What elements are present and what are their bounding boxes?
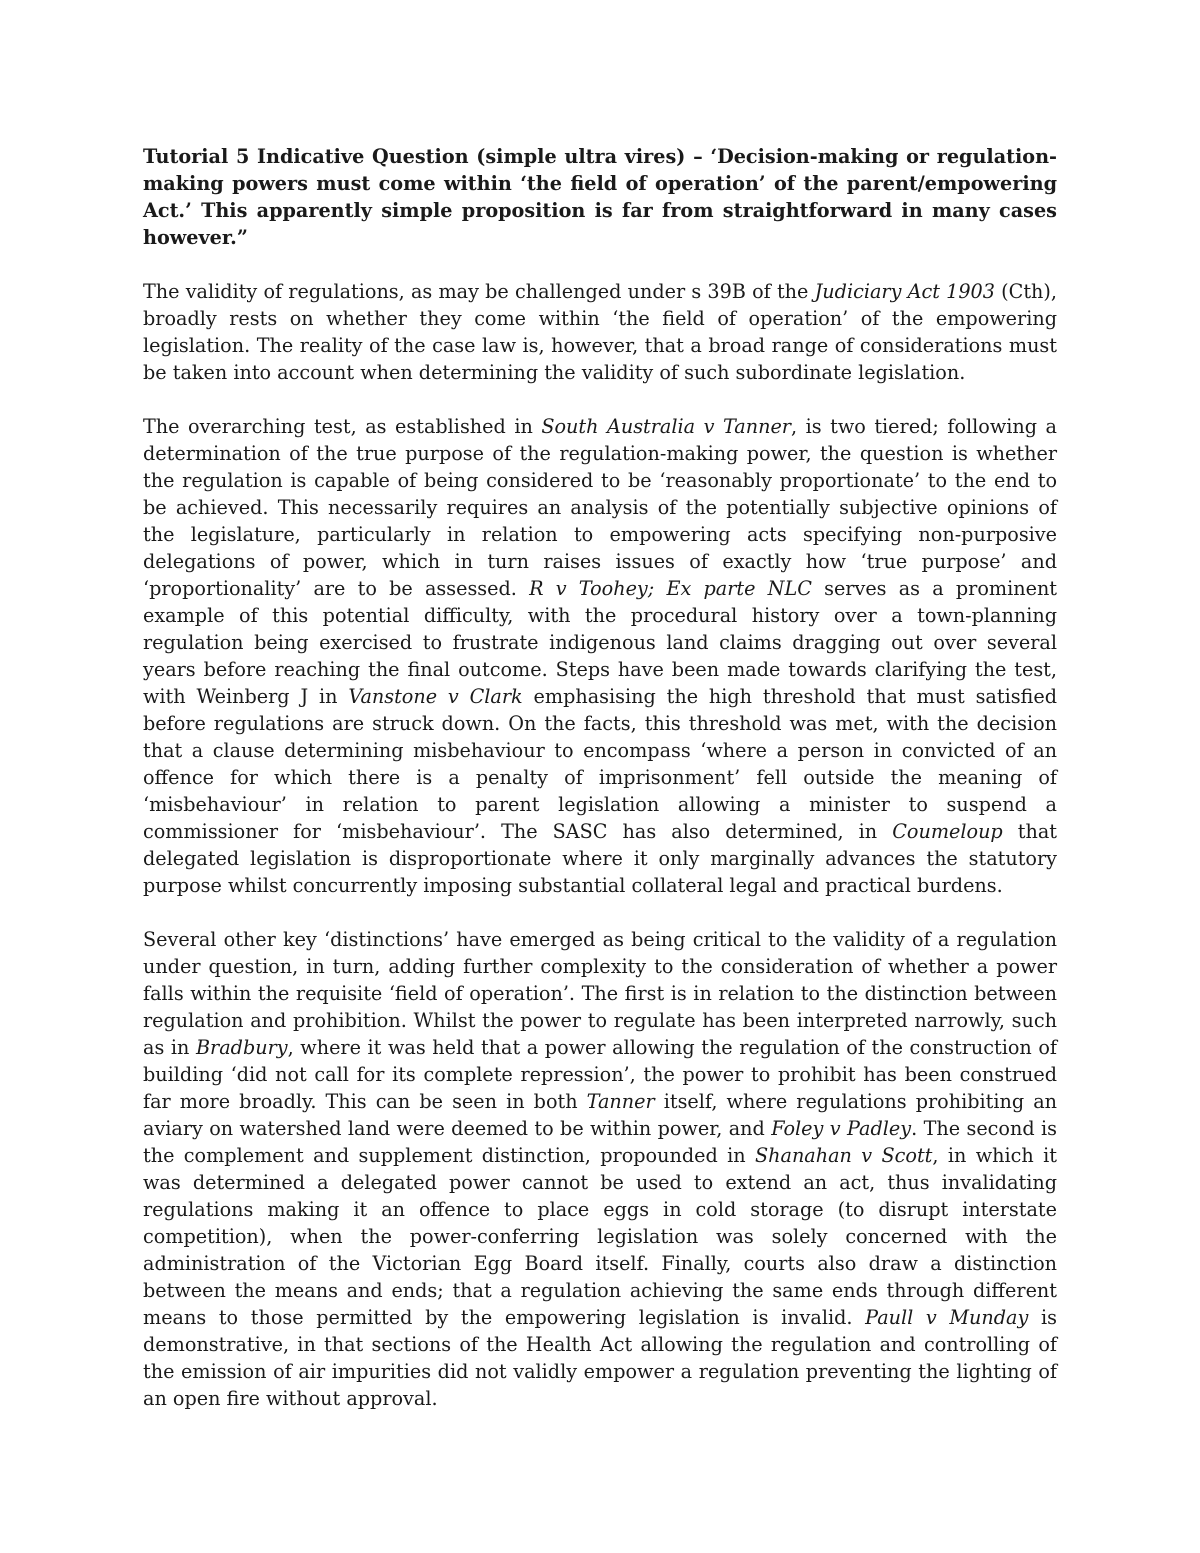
p1-text-1: The validity of regulations, as may be challenged under s 39B of the [143, 280, 815, 303]
p3-text-5: , in which it was determined a delegated power cannot be used to extend an act, thus invalidating regulations making it an offence to place eggs in cold storage (to disrupt interstate competition), when the power-conferring legislation was solely concerned with the administration of the Victorian Egg Board itself. Finally, courts also draw a distinction between the means and ends; that a regulation achieving the same ends through different means to those permitted by the empowering legislation is invalid. [143, 1144, 1057, 1329]
p3-case-bradbury: Bradbury [195, 1036, 288, 1059]
p2-case-toohey: R v Toohey; Ex parte NLC [529, 577, 812, 600]
p3-text-4: . The second is the complement and supplement distinction, propounded in [143, 1117, 1057, 1167]
document-body [143, 143, 1057, 1439]
p2-text-2: , is two tiered; following a determination of the true purpose of the regulation-making power, the question is whether the regulation is capable of being considered to be ‘reasonably proportionate’ to the end to be achieved. This necessarily requires an analysis of the potentially subjective opinions of the legislature, particularly in relation to empowering acts specifying non-purposive delegations of power, which in turn raises issues of exactly how ‘true purpose’ and ‘proportionality’ are to be assessed. [143, 415, 1057, 600]
p3-text-2: , where it was held that a power allowing the regulation of the construction of building ‘did not call for its complete repression’, the power to prohibit has been construed far more broadly. This can be seen in both [143, 1036, 1057, 1113]
p2-text-5: that delegated legislation is disproportionate where it only marginally advances the statutory purpose whilst concurrently imposing substantial collateral legal and practical burdens. [143, 820, 1057, 897]
p3-text-3: itself, where regulations prohibiting an aviary on watershed land were deemed to be within power, and [143, 1090, 1058, 1140]
p2-text-4: emphasising the high threshold that must satisfied before regulations are struck down. On the facts, this threshold was met, with the decision that a clause determining misbehaviour to encompass ‘where a person in convicted of an offence for which there is a penalty of imprisonment’ fell outside the meaning of ‘misbehaviour’ in relation to parent legislation allowing a minister to suspend a commissioner for ‘misbehaviour’. The SASC has also determined, in [143, 685, 1057, 843]
heading-text: Tutorial 5 Indicative Question (simple ultra vires) – ‘Decision-making or regulation-making powers must come within ‘the field of operation’ of the parent/empowering Act.’ This apparently simple proposition is far from straightforward in many cases however.” [143, 145, 1057, 249]
p3-text-6: is demonstrative, in that sections of the Health Act allowing the regulation and controlling of the emission of air impurities did not validly empower a regulation preventing the lighting of an open fire without approval. [143, 1306, 1057, 1410]
p2-text-1: The overarching test, as established in [143, 415, 542, 438]
paragraph-1 [143, 278, 1057, 386]
p2-case-vanstone: Vanstone v Clark [348, 685, 523, 708]
p2-text-3: serves as a prominent example of this potential difficulty, with the procedural history over a town-planning regulation being exercised to frustrate indigenous land claims dragging out over several years before reaching the final outcome. Steps have been made towards clarifying the test, with Weinberg J in [143, 577, 1058, 708]
p3-case-tanner: Tanner [586, 1090, 655, 1113]
document-heading [143, 143, 1057, 251]
paragraph-2 [143, 413, 1057, 899]
p2-case-coumeloup: Coumeloup [892, 820, 1003, 843]
p3-case-paull: Paull v Munday [865, 1306, 1029, 1329]
p3-case-shanahan: Shanahan v Scott [755, 1144, 933, 1167]
p2-case-tanner: South Australia v Tanner [541, 415, 791, 438]
p1-case-judiciary-act: Judiciary Act 1903 [814, 280, 995, 303]
p1-text-2: (Cth), broadly rests on whether they come within ‘the field of operation’ of the empowering legislation. The reality of the case law is, however, that a broad range of considerations must be taken into account when determining the validity of such subordinate legislation. [143, 280, 1057, 384]
paragraph-3 [143, 926, 1057, 1412]
p3-text-1: Several other key ‘distinctions’ have emerged as being critical to the validity of a regulation under question, in turn, adding further complexity to the consideration of whether a power falls within the requisite ‘field of operation’. The first is in relation to the distinction between regulation and prohibition. Whilst the power to regulate has been interpreted narrowly, such as in [143, 928, 1057, 1059]
p3-case-foley: Foley v Padley [771, 1117, 912, 1140]
